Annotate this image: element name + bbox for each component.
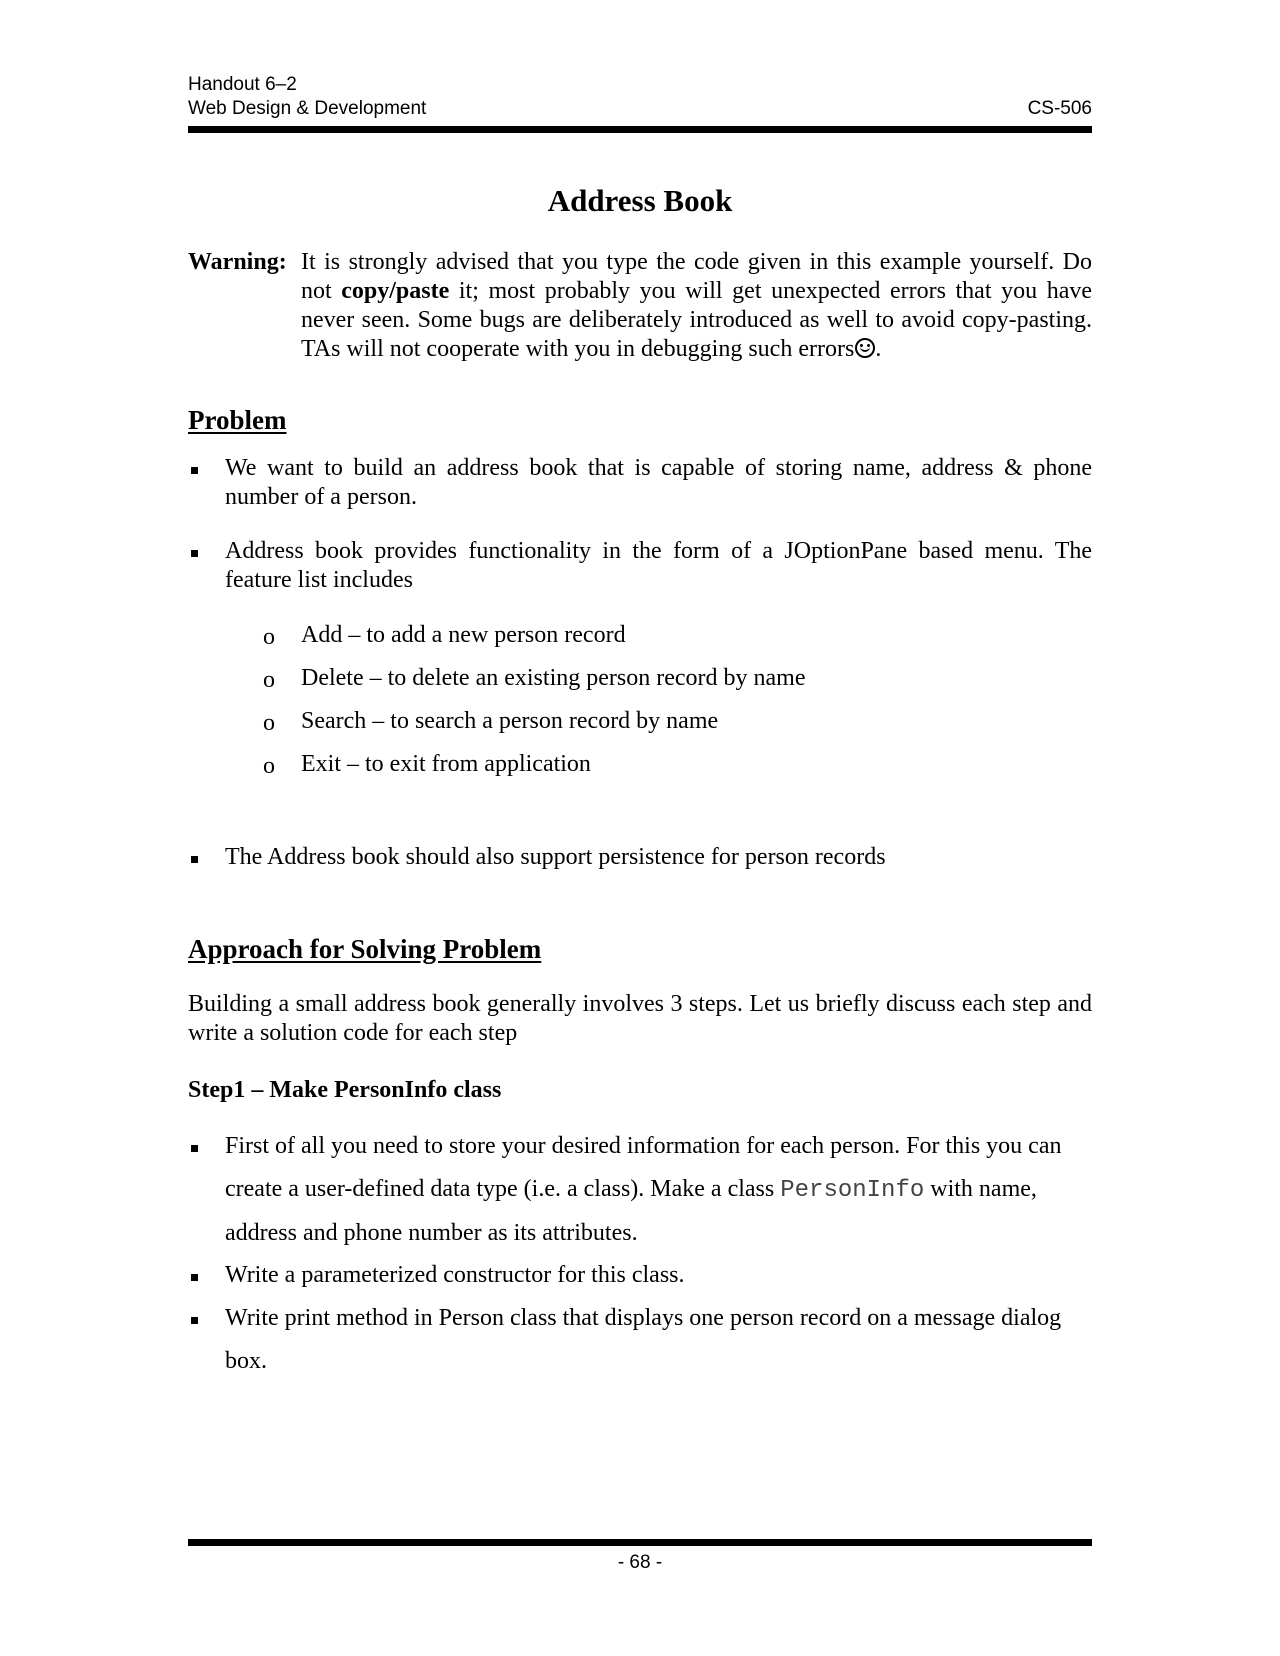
feature-text: Exit – to exit from application [301, 751, 591, 777]
warning-text-part2: it; most probably you will get unexpected errors that you have never seen. Some bugs are deliberately introduced as well to avoid copy-pasting. TAs will not cooperate with you in debugging such errors [301, 278, 1092, 362]
list-item-text [225, 1125, 1092, 1255]
page-title: Address Book [547, 183, 733, 218]
warning-bold: copy/paste [341, 278, 450, 304]
bullet-icon [191, 1274, 198, 1281]
circle-bullet-icon: o [263, 753, 275, 779]
problem-heading: Problem [188, 405, 287, 435]
bullet-icon [191, 550, 198, 557]
class-name-code: PersonInfo [780, 1177, 925, 1204]
list-item [188, 843, 1092, 872]
approach-paragraph: Building a small address book generally involves 3 steps. Let us briefly discuss each step and write a solution code for each step [188, 991, 1092, 1046]
list-item-text: The Address book should also support persistence for person records [225, 844, 886, 870]
list-item [188, 1254, 1092, 1297]
list-item-text: Address book provides functionality in the form of a JOptionPane based menu. The feature list includes [225, 538, 1092, 593]
warning-text [301, 248, 1092, 364]
warning-label: Warning: [188, 249, 287, 275]
bullet-icon [191, 1145, 198, 1152]
list-item-text: Write print method in Person class that displays one person record on a message dialog box. [225, 1305, 1062, 1374]
circle-bullet-icon: o [263, 710, 275, 736]
list-item [188, 537, 1092, 595]
circle-bullet-icon: o [263, 624, 275, 650]
header-rule [188, 126, 1092, 133]
list-item [188, 454, 1092, 512]
list-item-text: We want to build an address book that is capable of storing name, address & phone number of a person. [225, 455, 1092, 510]
step1-b1-text-end: with name, address and phone number as its attributes. [225, 1176, 1037, 1246]
list-item-text: Write a parameterized constructor for this class. [225, 1262, 685, 1288]
warning-text-part1: It is strongly advised that you type the code given in this example yourself. Do not [301, 249, 1092, 304]
page-number: - 68 - [617, 1552, 663, 1573]
handout-number: Handout 6–2 [188, 74, 297, 95]
step1-b1-text: First of all you need to store your desired information for each person. For this you can create a user-defined data type (i.e. a class). Make a class [225, 1133, 1062, 1202]
course-code: CS-506 [1027, 98, 1092, 119]
bullet-icon [191, 1317, 198, 1324]
list-item [188, 1125, 1092, 1255]
approach-heading: Approach for Solving Problem [188, 934, 542, 964]
list-item [188, 1297, 1092, 1383]
warning-block [188, 248, 1092, 364]
feature-item [263, 750, 591, 779]
course-title: Web Design & Development [188, 98, 427, 119]
feature-text: Add – to add a new person record [301, 622, 626, 648]
step1-heading: Step1 – Make PersonInfo class [188, 1077, 502, 1103]
feature-text: Search – to search a person record by name [301, 708, 719, 734]
bullet-icon [191, 467, 198, 474]
feature-text: Delete – to delete an existing person record by name [301, 665, 806, 691]
feature-item [263, 621, 626, 650]
smiley-icon [855, 338, 875, 358]
feature-item [263, 664, 805, 693]
feature-item [263, 707, 718, 736]
warning-end: . [875, 336, 882, 362]
circle-bullet-icon: o [263, 667, 275, 693]
footer-rule [188, 1539, 1092, 1546]
bullet-icon [191, 856, 198, 863]
